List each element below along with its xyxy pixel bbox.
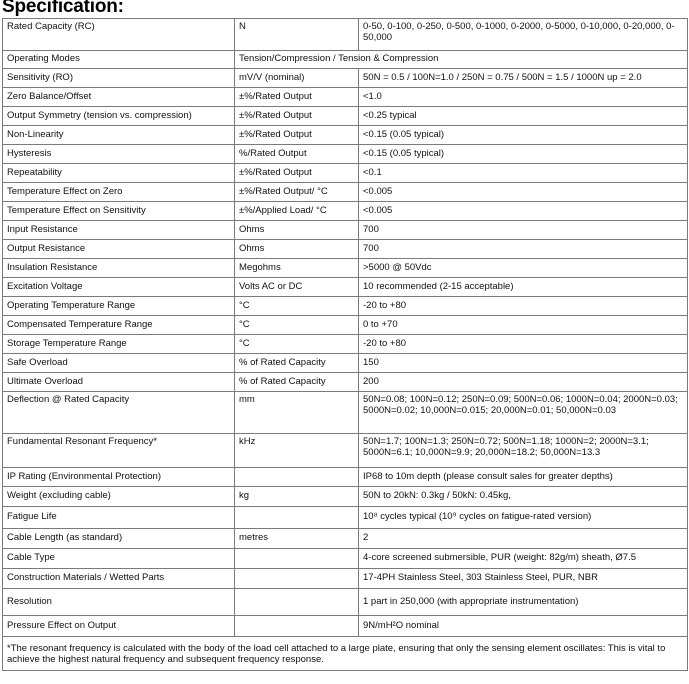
- spec-parameter: Rated Capacity (RC): [3, 19, 235, 51]
- spec-row: [3, 434, 688, 468]
- spec-unit: Ohms: [235, 240, 359, 259]
- spec-row: [3, 507, 688, 529]
- spec-row: [3, 297, 688, 316]
- spec-parameter: Resolution: [3, 589, 235, 616]
- spec-parameter: Pressure Effect on Output: [3, 616, 235, 637]
- spec-parameter: Fundamental Resonant Frequency*: [3, 434, 235, 468]
- spec-unit: [235, 616, 359, 637]
- spec-row: [3, 19, 688, 51]
- spec-row: [3, 145, 688, 164]
- spec-value: 200: [359, 373, 688, 392]
- spec-parameter: Input Resistance: [3, 221, 235, 240]
- spec-value: 9N/mH²O nominal: [359, 616, 688, 637]
- spec-row: [3, 335, 688, 354]
- spec-value: 150: [359, 354, 688, 373]
- spec-parameter: Compensated Temperature Range: [3, 316, 235, 335]
- spec-unit: [235, 589, 359, 616]
- spec-row: [3, 569, 688, 589]
- spec-value: <0.15 (0.05 typical): [359, 145, 688, 164]
- spec-parameter: Output Resistance: [3, 240, 235, 259]
- spec-row: [3, 240, 688, 259]
- spec-row: [3, 69, 688, 88]
- spec-value: 10 recommended (2-15 acceptable): [359, 278, 688, 297]
- spec-value: 50N = 0.5 / 100N=1.0 / 250N = 0.75 / 500N = 1.5 / 1000N up = 2.0: [359, 69, 688, 88]
- spec-row: [3, 529, 688, 549]
- spec-parameter: Ultimate Overload: [3, 373, 235, 392]
- spec-unit: Megohms: [235, 259, 359, 278]
- spec-unit: ±%/Rated Output/ °C: [235, 183, 359, 202]
- spec-row: [3, 487, 688, 507]
- spec-unit: mm: [235, 392, 359, 434]
- spec-row: [3, 316, 688, 335]
- spec-unit: kHz: [235, 434, 359, 468]
- spec-value: -20 to +80: [359, 297, 688, 316]
- spec-value: 0-50, 0-100, 0-250, 0-500, 0-1000, 0-2000, 0-5000, 0-10,000, 0-20,000, 0-50,000: [359, 19, 688, 51]
- spec-row: [3, 164, 688, 183]
- footnote-row: [3, 637, 688, 671]
- spec-unit: °C: [235, 316, 359, 335]
- spec-row: [3, 589, 688, 616]
- spec-value: <1.0: [359, 88, 688, 107]
- spec-value: 700: [359, 221, 688, 240]
- spec-unit: °C: [235, 335, 359, 354]
- spec-parameter: Insulation Resistance: [3, 259, 235, 278]
- spec-unit: % of Rated Capacity: [235, 373, 359, 392]
- spec-row: [3, 278, 688, 297]
- spec-table-body: [3, 19, 688, 671]
- spec-value: 50N=1.7; 100N=1.3; 250N=0.72; 500N=1.18; 1000N=2; 2000N=3.1; 5000N=6.1; 10,000N=9.9; 20,000N=18.2; 50,000N=13.3: [359, 434, 688, 468]
- spec-unit: [235, 549, 359, 569]
- spec-unit: N: [235, 19, 359, 51]
- spec-unit: [235, 468, 359, 487]
- spec-parameter: Repeatability: [3, 164, 235, 183]
- spec-row: [3, 392, 688, 434]
- spec-row: [3, 88, 688, 107]
- spec-unit: ±%/Applied Load/ °C: [235, 202, 359, 221]
- spec-value: 700: [359, 240, 688, 259]
- spec-row: [3, 373, 688, 392]
- spec-row: [3, 126, 688, 145]
- spec-parameter: IP Rating (Environmental Protection): [3, 468, 235, 487]
- spec-unit: ±%/Rated Output: [235, 126, 359, 145]
- spec-value: 0 to +70: [359, 316, 688, 335]
- spec-parameter: Sensitivity (RO): [3, 69, 235, 88]
- spec-parameter: Operating Modes: [3, 51, 235, 69]
- spec-parameter: Deflection @ Rated Capacity: [3, 392, 235, 434]
- spec-unit: metres: [235, 529, 359, 549]
- spec-value: 17-4PH Stainless Steel, 303 Stainless Steel, PUR, NBR: [359, 569, 688, 589]
- footnote: *The resonant frequency is calculated with the body of the load cell attached to a large plate, ensuring that only the sensing element oscillates: This is vital to achieve the highest natural frequency and subsequent frequency response.: [3, 637, 688, 671]
- spec-parameter: Construction Materials / Wetted Parts: [3, 569, 235, 589]
- spec-value: 50N to 20kN: 0.3kg / 50kN: 0.45kg,: [359, 487, 688, 507]
- spec-unit: °C: [235, 297, 359, 316]
- spec-parameter: Output Symmetry (tension vs. compression): [3, 107, 235, 126]
- spec-parameter: Operating Temperature Range: [3, 297, 235, 316]
- spec-unit: % of Rated Capacity: [235, 354, 359, 373]
- spec-value: IP68 to 10m depth (please consult sales for greater depths): [359, 468, 688, 487]
- spec-table: [2, 18, 688, 671]
- spec-row: [3, 616, 688, 637]
- spec-unit: mV/V (nominal): [235, 69, 359, 88]
- spec-value: 50N=0.08; 100N=0.12; 250N=0.09; 500N=0.06; 1000N=0.04; 2000N=0.03; 5000N=0.02; 10,000N=0.015; 20,000N=0.01; 50,000N=0.03: [359, 392, 688, 434]
- spec-parameter: Temperature Effect on Zero: [3, 183, 235, 202]
- spec-value: -20 to +80: [359, 335, 688, 354]
- spec-row: [3, 51, 688, 69]
- spec-parameter: Temperature Effect on Sensitivity: [3, 202, 235, 221]
- spec-unit: ±%/Rated Output: [235, 164, 359, 183]
- spec-parameter: Fatigue Life: [3, 507, 235, 529]
- spec-value: <0.005: [359, 202, 688, 221]
- spec-parameter: Safe Overload: [3, 354, 235, 373]
- spec-parameter: Weight (excluding cable): [3, 487, 235, 507]
- spec-parameter: Zero Balance/Offset: [3, 88, 235, 107]
- spec-value: <0.1: [359, 164, 688, 183]
- spec-value: 4-core screened submersible, PUR (weight: 82g/m) sheath, Ø7.5: [359, 549, 688, 569]
- spec-value: 1 part in 250,000 (with appropriate instrumentation): [359, 589, 688, 616]
- spec-value: 10⁸ cycles typical (10⁹ cycles on fatigue-rated version): [359, 507, 688, 529]
- spec-unit: Tension/Compression / Tension & Compression: [235, 51, 688, 69]
- spec-row: [3, 549, 688, 569]
- spec-value: 2: [359, 529, 688, 549]
- spec-unit: [235, 507, 359, 529]
- spec-row: [3, 259, 688, 278]
- spec-row: [3, 221, 688, 240]
- spec-unit: Volts AC or DC: [235, 278, 359, 297]
- spec-parameter: Cable Length (as standard): [3, 529, 235, 549]
- spec-row: [3, 202, 688, 221]
- spec-row: [3, 354, 688, 373]
- spec-unit: Ohms: [235, 221, 359, 240]
- spec-value: <0.15 (0.05 typical): [359, 126, 688, 145]
- spec-parameter: Non-Linearity: [3, 126, 235, 145]
- spec-row: [3, 107, 688, 126]
- spec-row: [3, 183, 688, 202]
- spec-parameter: Excitation Voltage: [3, 278, 235, 297]
- page-title: Specification:: [2, 0, 124, 17]
- spec-value: <0.005: [359, 183, 688, 202]
- spec-unit: ±%/Rated Output: [235, 107, 359, 126]
- spec-value: >5000 @ 50Vdc: [359, 259, 688, 278]
- spec-parameter: Hysteresis: [3, 145, 235, 164]
- spec-value: <0.25 typical: [359, 107, 688, 126]
- spec-unit: [235, 569, 359, 589]
- spec-row: [3, 468, 688, 487]
- spec-parameter: Cable Type: [3, 549, 235, 569]
- spec-unit: ±%/Rated Output: [235, 88, 359, 107]
- spec-unit: %/Rated Output: [235, 145, 359, 164]
- spec-unit: kg: [235, 487, 359, 507]
- spec-parameter: Storage Temperature Range: [3, 335, 235, 354]
